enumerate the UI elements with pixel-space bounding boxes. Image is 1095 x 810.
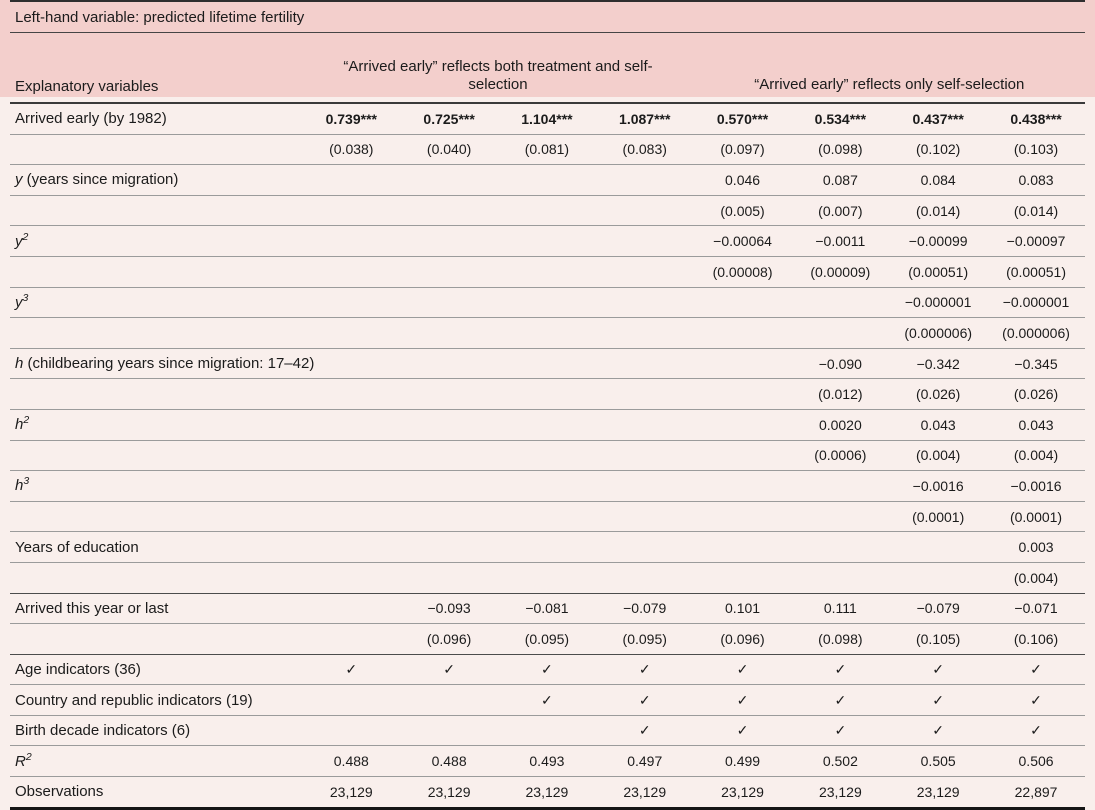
empty-cell: [400, 501, 498, 532]
empty-cell: [302, 440, 400, 471]
column-header-row: [10, 33, 1085, 103]
coefficient-cell: 0.111: [791, 593, 889, 624]
empty-cell: [694, 501, 792, 532]
row-label: [10, 440, 302, 471]
standard-error-cell: (0.007): [791, 195, 889, 226]
empty-cell: [400, 195, 498, 226]
standard-error-cell: (0.0001): [889, 501, 987, 532]
empty-cell: [302, 501, 400, 532]
empty-cell: [400, 379, 498, 410]
coefficient-cell: 0.438***: [1010, 110, 1062, 127]
table-row: [10, 471, 1085, 502]
check-cell: ✓: [596, 715, 694, 746]
empty-cell: [498, 532, 596, 563]
row-label: [10, 134, 302, 165]
standard-error-cell: (0.097): [694, 134, 792, 165]
row-label: [10, 624, 302, 655]
row-label: [10, 501, 302, 532]
empty-cell: [498, 287, 596, 318]
coefficient-cell: −0.00064: [694, 226, 792, 257]
table-row: [10, 409, 1085, 440]
empty-cell: [400, 685, 498, 716]
table-row: [10, 532, 1085, 563]
row-label: Age indicators (36): [10, 654, 302, 685]
table-row: [10, 348, 1085, 379]
table-row: [10, 685, 1085, 716]
table-row: [10, 501, 1085, 532]
table-row: [10, 165, 1085, 196]
empty-cell: [498, 409, 596, 440]
empty-cell: [400, 562, 498, 593]
coefficient-cell: 0.570***: [716, 110, 769, 127]
check-cell: ✓: [498, 654, 596, 685]
table-row: [10, 134, 1085, 165]
row-label: Arrived early (by 1982): [15, 110, 167, 128]
standard-error-cell: (0.005): [694, 195, 792, 226]
coefficient-cell: 0.499: [694, 746, 792, 777]
coefficient-cell: 22,897: [987, 777, 1085, 809]
empty-cell: [498, 226, 596, 257]
standard-error-cell: (0.000006): [987, 318, 1085, 349]
check-cell: ✓: [791, 715, 889, 746]
table-row: [10, 256, 1085, 287]
standard-error-cell: (0.102): [889, 134, 987, 165]
table-row: [10, 624, 1085, 655]
group-header-text: “Arrived early” reflects both treatment and self-selection: [343, 57, 653, 94]
coefficient-cell: 23,129: [889, 777, 987, 809]
coefficient-cell: 0.493: [498, 746, 596, 777]
coefficient-cell: 23,129: [596, 777, 694, 809]
empty-cell: [694, 562, 792, 593]
empty-cell: [596, 471, 694, 502]
empty-cell: [302, 287, 400, 318]
empty-cell: [498, 195, 596, 226]
empty-cell: [400, 287, 498, 318]
coefficient-cell: 0.087: [791, 165, 889, 196]
coefficient-cell: −0.079: [596, 593, 694, 624]
coefficient-cell: 0.505: [889, 746, 987, 777]
empty-cell: [596, 165, 694, 196]
explanatory-variables-header: Explanatory variables: [15, 78, 159, 95]
row-label: [10, 562, 302, 593]
empty-cell: [498, 440, 596, 471]
check-cell: ✓: [400, 654, 498, 685]
check-cell: ✓: [987, 685, 1085, 716]
empty-cell: [498, 471, 596, 502]
row-label: [10, 256, 302, 287]
coefficient-cell: 0.488: [302, 746, 400, 777]
row-label: $h^2$: [10, 409, 302, 440]
standard-error-cell: (0.004): [987, 440, 1085, 471]
empty-cell: [400, 440, 498, 471]
empty-cell: [791, 287, 889, 318]
row-label: $h^3$: [10, 471, 302, 502]
coefficient-cell: 23,129: [302, 777, 400, 809]
row-label: $y^2$: [10, 226, 302, 257]
empty-cell: [400, 471, 498, 502]
empty-cell: [596, 195, 694, 226]
standard-error-cell: (0.096): [400, 624, 498, 655]
empty-cell: [400, 348, 498, 379]
standard-error-cell: (0.081): [498, 134, 596, 165]
coefficient-cell: 0.043: [987, 409, 1085, 440]
empty-cell: [694, 440, 792, 471]
empty-cell: [498, 501, 596, 532]
empty-cell: [400, 165, 498, 196]
empty-cell: [596, 226, 694, 257]
empty-cell: [498, 256, 596, 287]
empty-cell: [302, 471, 400, 502]
coefficient-cell: −0.000001: [987, 287, 1085, 318]
empty-cell: [400, 226, 498, 257]
empty-cell: [791, 532, 889, 563]
standard-error-cell: (0.106): [987, 624, 1085, 655]
coefficient-cell: −0.000001: [889, 287, 987, 318]
coefficient-cell: −0.0011: [791, 226, 889, 257]
row-label: [10, 318, 302, 349]
empty-cell: [596, 348, 694, 379]
standard-error-cell: (0.026): [987, 379, 1085, 410]
table-row: [10, 593, 1085, 624]
standard-error-cell: (0.0006): [791, 440, 889, 471]
coefficient-cell: 0.003: [987, 532, 1085, 563]
check-cell: ✓: [791, 654, 889, 685]
check-cell: ✓: [987, 715, 1085, 746]
row-label: Country and republic indicators (19): [10, 685, 302, 716]
standard-error-cell: (0.014): [987, 195, 1085, 226]
coefficient-cell: 0.084: [889, 165, 987, 196]
empty-cell: [694, 471, 792, 502]
empty-cell: [791, 562, 889, 593]
table-row: [10, 287, 1085, 318]
empty-cell: [302, 379, 400, 410]
standard-error-cell: (0.0001): [987, 501, 1085, 532]
standard-error-cell: (0.098): [791, 624, 889, 655]
coefficient-cell: −0.0016: [987, 471, 1085, 502]
standard-error-cell: (0.026): [889, 379, 987, 410]
empty-cell: [302, 348, 400, 379]
coefficient-cell: 0.534***: [814, 110, 867, 127]
standard-error-cell: (0.095): [498, 624, 596, 655]
table-row: [10, 777, 1085, 809]
empty-cell: [400, 715, 498, 746]
empty-cell: [302, 715, 400, 746]
standard-error-cell: (0.00051): [889, 256, 987, 287]
coefficient-cell: 0.502: [791, 746, 889, 777]
check-cell: ✓: [791, 685, 889, 716]
row-label: $R^2$: [10, 746, 302, 777]
table-title: Left-hand variable: predicted lifetime fertility: [10, 0, 1085, 33]
empty-cell: [302, 226, 400, 257]
empty-cell: [498, 379, 596, 410]
empty-cell: [498, 348, 596, 379]
empty-cell: [302, 409, 400, 440]
empty-cell: [302, 624, 400, 655]
standard-error-cell: (0.105): [889, 624, 987, 655]
empty-cell: [596, 440, 694, 471]
row-label: [10, 195, 302, 226]
empty-cell: [694, 287, 792, 318]
coefficient-cell: 0.739***: [325, 110, 377, 127]
empty-cell: [596, 562, 694, 593]
check-cell: ✓: [889, 685, 987, 716]
coefficient-cell: 0.497: [596, 746, 694, 777]
group-header-text: “Arrived early” reflects only self-selection: [754, 76, 1025, 94]
empty-cell: [889, 562, 987, 593]
row-label: Years of education: [10, 532, 302, 563]
row-label: Arrived this year or last: [10, 593, 302, 624]
empty-cell: [596, 256, 694, 287]
standard-error-cell: (0.096): [694, 624, 792, 655]
empty-cell: [302, 318, 400, 349]
results-table: [10, 33, 1085, 810]
empty-cell: [400, 256, 498, 287]
standard-error-cell: (0.098): [791, 134, 889, 165]
standard-error-cell: (0.000006): [889, 318, 987, 349]
coefficient-cell: −0.00099: [889, 226, 987, 257]
standard-error-cell: (0.00008): [694, 256, 792, 287]
coefficient-cell: 0.101: [694, 593, 792, 624]
empty-cell: [498, 165, 596, 196]
standard-error-cell: (0.040): [400, 134, 498, 165]
check-cell: ✓: [694, 715, 792, 746]
empty-cell: [498, 715, 596, 746]
table-row: [10, 226, 1085, 257]
empty-cell: [302, 685, 400, 716]
standard-error-cell: (0.095): [596, 624, 694, 655]
table-row: [10, 195, 1085, 226]
table-row: [10, 562, 1085, 593]
group-header-treatment-and-selection: [302, 33, 693, 103]
standard-error-cell: (0.014): [889, 195, 987, 226]
empty-cell: [596, 409, 694, 440]
coefficient-cell: 0.506: [987, 746, 1085, 777]
empty-cell: [302, 593, 400, 624]
standard-error-cell: (0.012): [791, 379, 889, 410]
coefficient-cell: −0.0016: [889, 471, 987, 502]
coefficient-cell: 0.043: [889, 409, 987, 440]
check-cell: ✓: [694, 685, 792, 716]
coefficient-cell: 0.0020: [791, 409, 889, 440]
coefficient-cell: 1.104***: [521, 110, 573, 127]
table-row: [10, 746, 1085, 777]
check-cell: ✓: [889, 654, 987, 685]
empty-cell: [596, 379, 694, 410]
coefficient-cell: −0.071: [987, 593, 1085, 624]
empty-cell: [302, 165, 400, 196]
table-row: [10, 103, 1085, 134]
empty-cell: [694, 409, 792, 440]
coefficient-cell: 23,129: [694, 777, 792, 809]
row-label: $y^3$: [10, 287, 302, 318]
empty-cell: [791, 501, 889, 532]
empty-cell: [400, 409, 498, 440]
row-label: y (years since migration): [10, 165, 302, 196]
check-cell: ✓: [987, 654, 1085, 685]
empty-cell: [302, 195, 400, 226]
standard-error-cell: (0.004): [987, 562, 1085, 593]
empty-cell: [400, 532, 498, 563]
check-cell: ✓: [302, 654, 400, 685]
empty-cell: [694, 379, 792, 410]
empty-cell: [596, 501, 694, 532]
table-row: [10, 654, 1085, 685]
standard-error-cell: (0.038): [302, 134, 400, 165]
empty-cell: [596, 318, 694, 349]
coefficient-cell: −0.079: [889, 593, 987, 624]
standard-error-cell: (0.103): [987, 134, 1085, 165]
check-cell: ✓: [596, 654, 694, 685]
empty-cell: [302, 562, 400, 593]
empty-cell: [694, 532, 792, 563]
empty-cell: [302, 532, 400, 563]
coefficient-cell: 23,129: [498, 777, 596, 809]
coefficient-cell: 0.488: [400, 746, 498, 777]
check-cell: ✓: [498, 685, 596, 716]
coefficient-cell: −0.081: [498, 593, 596, 624]
empty-cell: [596, 532, 694, 563]
empty-cell: [400, 318, 498, 349]
empty-cell: [694, 348, 792, 379]
empty-cell: [498, 562, 596, 593]
coefficient-cell: 23,129: [791, 777, 889, 809]
row-label: Observations: [10, 777, 302, 809]
table-row: [10, 379, 1085, 410]
empty-cell: [791, 318, 889, 349]
row-label: h (childbearing years since migration: 17–42): [10, 348, 302, 379]
check-cell: ✓: [694, 654, 792, 685]
standard-error-cell: (0.004): [889, 440, 987, 471]
group-header-only-selection: [694, 33, 1085, 103]
coefficient-cell: 0.083: [987, 165, 1085, 196]
coefficient-cell: 1.087***: [619, 110, 671, 127]
empty-cell: [791, 471, 889, 502]
coefficient-cell: −0.342: [889, 348, 987, 379]
coefficient-cell: −0.090: [791, 348, 889, 379]
table-body: [10, 103, 1085, 808]
coefficient-cell: 0.725***: [423, 110, 475, 127]
coefficient-cell: 0.437***: [912, 110, 964, 127]
coefficient-cell: −0.345: [987, 348, 1085, 379]
standard-error-cell: (0.00009): [791, 256, 889, 287]
coefficient-cell: −0.00097: [987, 226, 1085, 257]
empty-cell: [694, 318, 792, 349]
coefficient-cell: 23,129: [400, 777, 498, 809]
check-cell: ✓: [596, 685, 694, 716]
table-row: [10, 318, 1085, 349]
row-label: [10, 379, 302, 410]
empty-cell: [889, 532, 987, 563]
standard-error-cell: (0.00051): [987, 256, 1085, 287]
empty-cell: [302, 256, 400, 287]
row-label: Birth decade indicators (6): [10, 715, 302, 746]
check-cell: ✓: [889, 715, 987, 746]
empty-cell: [596, 287, 694, 318]
empty-cell: [498, 318, 596, 349]
table-row: [10, 715, 1085, 746]
coefficient-cell: 0.046: [694, 165, 792, 196]
coefficient-cell: −0.093: [400, 593, 498, 624]
table-row: [10, 440, 1085, 471]
standard-error-cell: (0.083): [596, 134, 694, 165]
